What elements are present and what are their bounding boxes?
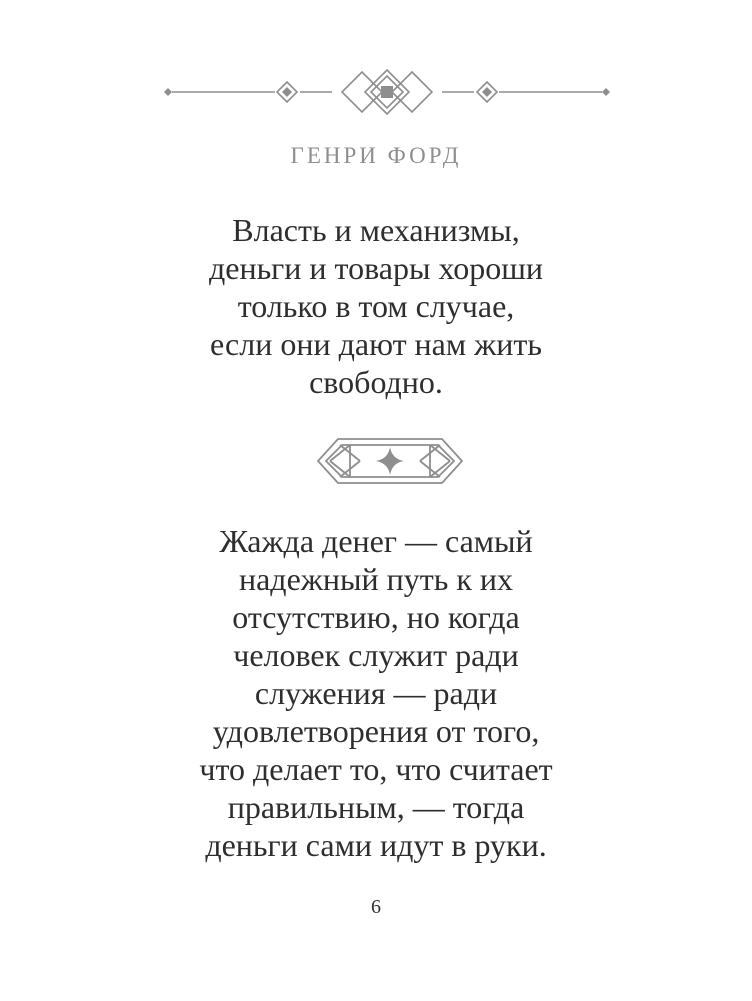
quote-line: только в том случае,	[237, 288, 515, 324]
page-number: 6	[371, 896, 381, 918]
quote-line: служения — ради	[254, 675, 498, 711]
quote-second	[0, 522, 752, 864]
diamond-divider-icon	[160, 68, 614, 116]
quote-line: деньги сами идут в руки.	[205, 827, 547, 863]
quote-line: Жажда денег — самый	[219, 523, 533, 559]
quote-line: отсутствию, но когда	[232, 599, 520, 635]
quote-line: надежный путь к их	[238, 561, 514, 597]
quote-line: если они дают нам жить	[210, 326, 542, 362]
quote-line: Власть и механизмы,	[232, 212, 520, 248]
quote-line: удовлетворения от того,	[212, 713, 540, 749]
quote-line: свободно.	[309, 364, 443, 400]
quote-line: что делает то, что считает	[199, 751, 553, 787]
quote-line: правильным, — тогда	[227, 789, 525, 825]
star-diamond-ornament-icon	[316, 436, 464, 486]
author-name: ГЕНРИ ФОРД	[290, 143, 462, 168]
quote-line: деньги и товары хороши	[208, 250, 544, 286]
quote-line: человек служит ради	[233, 637, 519, 673]
quote-first	[0, 211, 752, 401]
